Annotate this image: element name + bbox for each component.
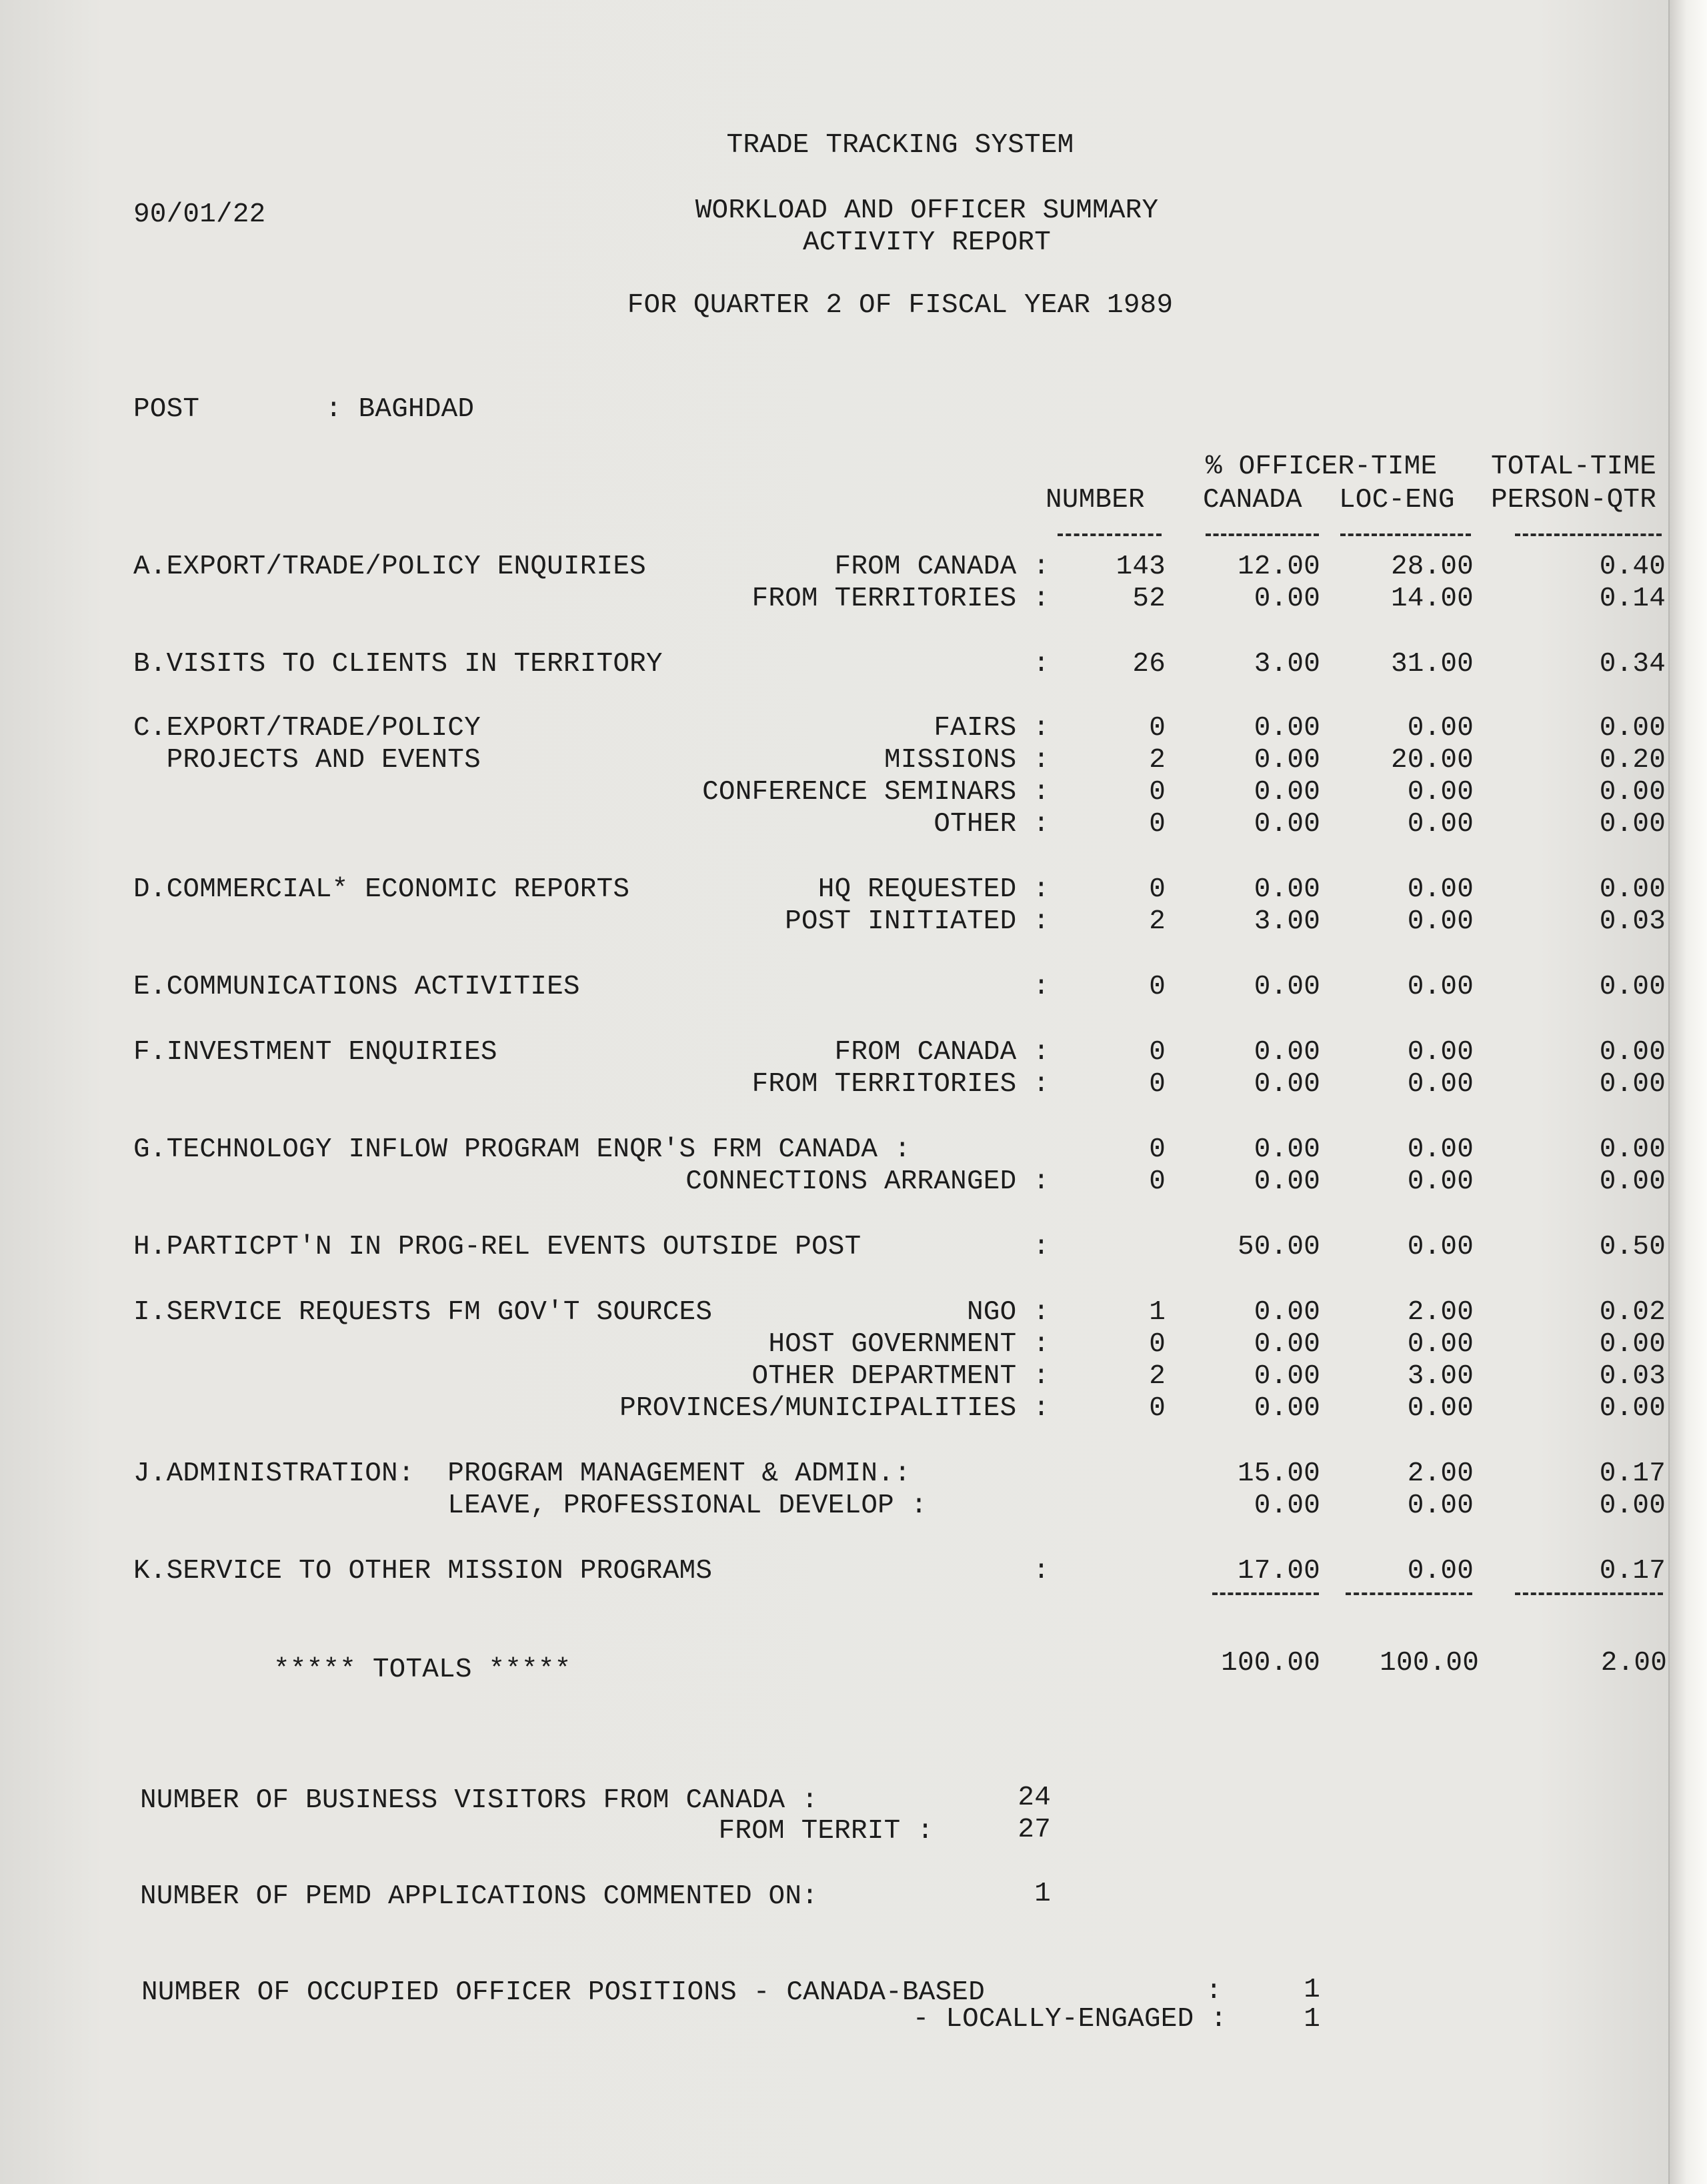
row-number: 2 xyxy=(1149,745,1166,776)
row-canada: 15.00 xyxy=(1237,1458,1320,1489)
row-sublabel: : xyxy=(1033,972,1050,1002)
row-sublabel: POST INITIATED : xyxy=(785,906,1050,937)
row-number: 0 xyxy=(1149,1037,1166,1068)
row-sublabel: HOST GOVERNMENT : xyxy=(768,1329,1050,1360)
business-visitors-label: NUMBER OF BUSINESS VISITORS FROM CANADA : xyxy=(140,1785,818,1816)
total-time-heading: TOTAL-TIME xyxy=(1491,451,1657,482)
row-sublabel: FROM TERRITORIES : xyxy=(751,1069,1050,1100)
totals-underline-person-qtr xyxy=(1515,1592,1663,1595)
officer-time-heading: % OFFICER-TIME xyxy=(1206,451,1438,482)
row-label: J.ADMINISTRATION: PROGRAM MANAGEMENT & ADMIN.: xyxy=(133,1458,911,1489)
row-loc-eng: 0.00 xyxy=(1407,1556,1474,1586)
row-number: 2 xyxy=(1149,906,1166,937)
row-label: F.INVESTMENT ENQUIRIES xyxy=(133,1037,497,1068)
row-person-qtr: 0.34 xyxy=(1599,649,1666,680)
row-canada: 12.00 xyxy=(1237,552,1320,582)
row-canada: 50.00 xyxy=(1237,1232,1320,1262)
row-person-qtr: 0.17 xyxy=(1599,1556,1666,1586)
row-canada: 0.00 xyxy=(1254,1297,1320,1328)
totals-canada: 100.00 xyxy=(1221,1648,1320,1679)
row-sublabel: CONNECTIONS ARRANGED : xyxy=(685,1166,1050,1197)
row-number: 0 xyxy=(1149,972,1166,1002)
row-person-qtr: 0.00 xyxy=(1599,1166,1666,1197)
row-number: 143 xyxy=(1116,552,1166,582)
row-canada: 0.00 xyxy=(1254,874,1320,905)
row-person-qtr: 0.00 xyxy=(1599,777,1666,808)
row-canada: 0.00 xyxy=(1254,745,1320,776)
row-person-qtr: 0.00 xyxy=(1599,809,1666,840)
row-canada: 0.00 xyxy=(1254,1329,1320,1360)
row-person-qtr: 0.00 xyxy=(1599,874,1666,905)
row-canada: 0.00 xyxy=(1254,584,1320,614)
row-sublabel: : xyxy=(1033,1556,1050,1586)
row-canada: 0.00 xyxy=(1254,1166,1320,1197)
row-number: 0 xyxy=(1149,713,1166,744)
row-person-qtr: 0.14 xyxy=(1599,584,1666,614)
row-loc-eng: 0.00 xyxy=(1407,1490,1474,1521)
row-number: 2 xyxy=(1149,1361,1166,1392)
post-label: POST xyxy=(133,394,200,425)
row-sublabel: OTHER : xyxy=(934,809,1050,840)
row-sublabel: FAIRS : xyxy=(934,713,1050,744)
post-value: : BAGHDAD xyxy=(325,394,475,425)
pemd-applications-label: NUMBER OF PEMD APPLICATIONS COMMENTED ON: xyxy=(140,1881,818,1912)
header-underline-person-qtr xyxy=(1515,533,1662,536)
row-number: 0 xyxy=(1149,1329,1166,1360)
row-label: D.COMMERCIAL* ECONOMIC REPORTS xyxy=(133,874,630,905)
row-loc-eng: 0.00 xyxy=(1407,1166,1474,1197)
row-person-qtr: 0.00 xyxy=(1599,972,1666,1002)
row-canada: 0.00 xyxy=(1254,1037,1320,1068)
row-person-qtr: 0.20 xyxy=(1599,745,1666,776)
row-label: G.TECHNOLOGY INFLOW PROGRAM ENQR'S FRM CANADA : xyxy=(133,1134,911,1165)
row-label: PROJECTS AND EVENTS xyxy=(133,745,481,776)
row-canada: 0.00 xyxy=(1254,777,1320,808)
row-number: 0 xyxy=(1149,1134,1166,1165)
row-loc-eng: 28.00 xyxy=(1390,552,1474,582)
row-number: 52 xyxy=(1132,584,1166,614)
person-qtr-column-header: PERSON-QTR xyxy=(1491,485,1657,515)
officer-positions-canada-separator: : xyxy=(1206,1976,1222,2007)
row-loc-eng: 0.00 xyxy=(1407,906,1474,937)
row-loc-eng: 0.00 xyxy=(1407,972,1474,1002)
totals-underline-loc-eng xyxy=(1346,1592,1472,1595)
header-underline-number xyxy=(1058,533,1162,536)
report-subtitle: ACTIVITY REPORT xyxy=(802,227,1052,258)
row-loc-eng: 2.00 xyxy=(1407,1297,1474,1328)
officer-positions-locally-engaged: 1 xyxy=(1304,2004,1320,2035)
row-sublabel: PROVINCES/MUNICIPALITIES : xyxy=(619,1393,1050,1424)
row-loc-eng: 31.00 xyxy=(1390,649,1474,680)
row-canada: 0.00 xyxy=(1254,1490,1320,1521)
row-canada: 0.00 xyxy=(1254,1361,1320,1392)
row-canada: 0.00 xyxy=(1254,1393,1320,1424)
row-loc-eng: 0.00 xyxy=(1407,777,1474,808)
page-edge xyxy=(1668,0,1707,2184)
totals-loc-eng: 100.00 xyxy=(1380,1648,1479,1679)
row-label: K.SERVICE TO OTHER MISSION PROGRAMS xyxy=(133,1556,713,1586)
row-loc-eng: 0.00 xyxy=(1407,874,1474,905)
row-loc-eng: 0.00 xyxy=(1407,1037,1474,1068)
row-loc-eng: 0.00 xyxy=(1407,1232,1474,1262)
row-canada: 0.00 xyxy=(1254,809,1320,840)
row-number: 1 xyxy=(1149,1297,1166,1328)
row-person-qtr: 0.02 xyxy=(1599,1297,1666,1328)
canada-column-header: CANADA xyxy=(1203,485,1302,515)
row-loc-eng: 0.00 xyxy=(1407,1329,1474,1360)
pemd-applications-value: 1 xyxy=(1034,1879,1051,1909)
totals-underline-canada xyxy=(1212,1592,1319,1595)
row-sublabel: MISSIONS : xyxy=(884,745,1050,776)
row-person-qtr: 0.00 xyxy=(1599,1134,1666,1165)
row-person-qtr: 0.00 xyxy=(1599,1490,1666,1521)
report-title: WORKLOAD AND OFFICER SUMMARY xyxy=(695,195,1159,226)
row-sublabel: FROM TERRITORIES : xyxy=(751,584,1050,614)
row-sublabel: CONFERENCE SEMINARS : xyxy=(702,777,1050,808)
row-person-qtr: 0.03 xyxy=(1599,906,1666,937)
row-number: 26 xyxy=(1132,649,1166,680)
row-person-qtr: 0.00 xyxy=(1599,1037,1666,1068)
row-label: LEAVE, PROFESSIONAL DEVELOP : xyxy=(133,1490,928,1521)
row-loc-eng: 0.00 xyxy=(1407,809,1474,840)
row-label: H.PARTICPT'N IN PROG-REL EVENTS OUTSIDE POST xyxy=(133,1232,862,1262)
loc-eng-column-header: LOC-ENG xyxy=(1339,485,1455,515)
business-visitors-territ: 27 xyxy=(1018,1815,1051,1845)
row-canada: 17.00 xyxy=(1237,1556,1320,1586)
row-person-qtr: 0.50 xyxy=(1599,1232,1666,1262)
row-number: 0 xyxy=(1149,809,1166,840)
row-number: 0 xyxy=(1149,874,1166,905)
officer-positions-canada-based: 1 xyxy=(1304,1975,1320,2005)
totals-label: ***** TOTALS ***** xyxy=(273,1655,571,1685)
row-person-qtr: 0.00 xyxy=(1599,1393,1666,1424)
system-title: TRADE TRACKING SYSTEM xyxy=(726,130,1074,161)
report-date: 90/01/22 xyxy=(133,199,266,230)
row-canada: 0.00 xyxy=(1254,972,1320,1002)
row-label: E.COMMUNICATIONS ACTIVITIES xyxy=(133,972,580,1002)
row-number: 0 xyxy=(1149,1069,1166,1100)
totals-person-qtr: 2.00 xyxy=(1600,1648,1667,1679)
officer-positions-label: NUMBER OF OCCUPIED OFFICER POSITIONS - CANADA-BASED xyxy=(141,1977,986,2008)
row-sublabel: : xyxy=(1033,649,1050,680)
row-number: 0 xyxy=(1149,777,1166,808)
row-loc-eng: 0.00 xyxy=(1407,1069,1474,1100)
row-label: I.SERVICE REQUESTS FM GOV'T SOURCES xyxy=(133,1297,713,1328)
row-person-qtr: 0.00 xyxy=(1599,1329,1666,1360)
row-canada: 3.00 xyxy=(1254,649,1320,680)
row-person-qtr: 0.40 xyxy=(1599,552,1666,582)
officer-positions-locally-engaged-label: - LOCALLY-ENGAGED : xyxy=(912,2004,1227,2035)
row-number: 0 xyxy=(1149,1166,1166,1197)
row-canada: 0.00 xyxy=(1254,1134,1320,1165)
row-label: A.EXPORT/TRADE/POLICY ENQUIRIES xyxy=(133,552,646,582)
row-person-qtr: 0.00 xyxy=(1599,713,1666,744)
header-underline-canada xyxy=(1206,533,1319,536)
row-person-qtr: 0.03 xyxy=(1599,1361,1666,1392)
row-loc-eng: 0.00 xyxy=(1407,1134,1474,1165)
row-sublabel: OTHER DEPARTMENT : xyxy=(751,1361,1050,1392)
number-column-header: NUMBER xyxy=(1046,485,1145,515)
row-loc-eng: 0.00 xyxy=(1407,713,1474,744)
row-loc-eng: 2.00 xyxy=(1407,1458,1474,1489)
row-loc-eng: 3.00 xyxy=(1407,1361,1474,1392)
row-label: B.VISITS TO CLIENTS IN TERRITORY xyxy=(133,649,663,680)
row-person-qtr: 0.17 xyxy=(1599,1458,1666,1489)
row-loc-eng: 20.00 xyxy=(1390,745,1474,776)
row-sublabel: HQ REQUESTED : xyxy=(817,874,1050,905)
row-label: C.EXPORT/TRADE/POLICY xyxy=(133,713,481,744)
row-canada: 0.00 xyxy=(1254,713,1320,744)
header-underline-loc-eng xyxy=(1340,533,1471,536)
row-sublabel: FROM CANADA : xyxy=(834,1037,1050,1068)
business-visitors-territ-label: FROM TERRIT : xyxy=(718,1816,934,1847)
row-sublabel: : xyxy=(1033,1232,1050,1262)
row-canada: 0.00 xyxy=(1254,1069,1320,1100)
row-number: 0 xyxy=(1149,1393,1166,1424)
row-canada: 3.00 xyxy=(1254,906,1320,937)
row-person-qtr: 0.00 xyxy=(1599,1069,1666,1100)
row-loc-eng: 0.00 xyxy=(1407,1393,1474,1424)
row-sublabel: NGO : xyxy=(966,1297,1050,1328)
business-visitors-canada: 24 xyxy=(1018,1783,1051,1813)
row-sublabel: FROM CANADA : xyxy=(834,552,1050,582)
row-loc-eng: 14.00 xyxy=(1390,584,1474,614)
report-period: FOR QUARTER 2 OF FISCAL YEAR 1989 xyxy=(627,290,1174,321)
